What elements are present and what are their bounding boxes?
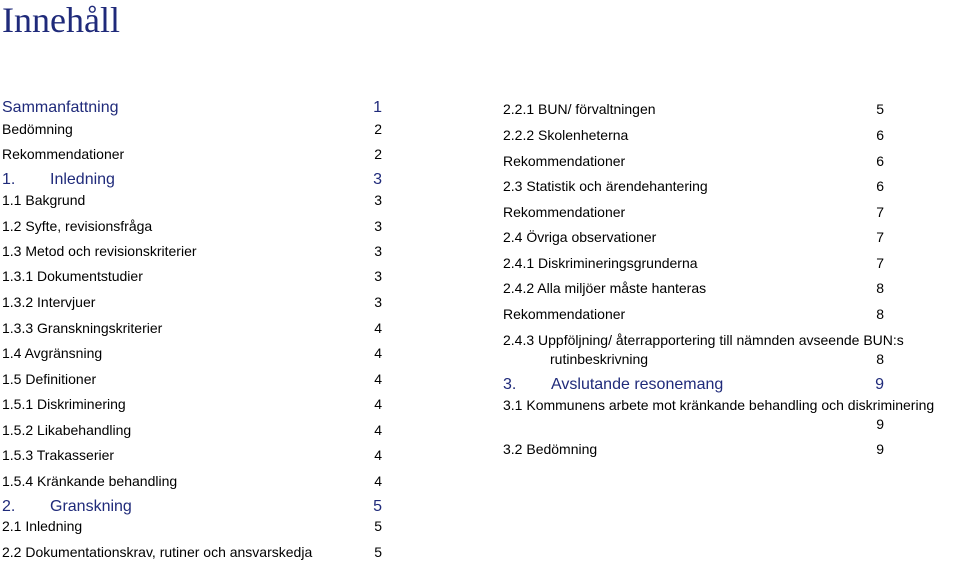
toc-page-number: 4 [374,447,382,463]
page-title: Innehåll [2,0,120,40]
toc-entry-2-2[interactable]: 2.2 Dokumentationskrav, rutiner och ansvarskedja [2,544,313,560]
toc-entry-1-3-3[interactable]: 1.3.3 Granskningskriterier [2,320,163,336]
toc-entry-2-2-2[interactable]: 2.2.2 Skolenheterna [503,127,629,143]
toc-page-number: 5 [373,498,382,515]
toc-page-number: 6 [876,178,884,194]
toc-entry-rekommendationer[interactable]: Rekommendationer [503,153,626,169]
toc-page-number: 9 [876,416,884,432]
toc-entry-2-3[interactable]: 2.3 Statistik och ärendehantering [503,178,708,194]
toc-page-number: 8 [876,351,884,367]
toc-entry-2-4-3[interactable]: 2.4.3 Uppföljning/ återrapportering till nämnden avseende BUN:s [503,332,904,348]
toc-page-number: 5 [374,544,382,560]
toc-entry-bedomning[interactable]: Bedömning [2,121,73,137]
toc-entry-1-5-1[interactable]: 1.5.1 Diskriminering [2,396,126,412]
toc-page-number: 9 [876,441,884,457]
toc-page-number: 4 [374,396,382,412]
toc-entry-2-4-1[interactable]: 2.4.1 Diskrimineringsgrunderna [503,255,698,271]
toc-page-number: 3 [373,171,382,188]
toc-page-number: 2 [374,146,382,162]
toc-entry-1-3[interactable]: 1.3 Metod och revisionskriterier [2,243,197,259]
toc-page-number: 8 [876,280,884,296]
toc-entry-2-2-1[interactable]: 2.2.1 BUN/ förvaltningen [503,101,656,117]
toc-page-number: 5 [876,101,884,117]
toc-entry-2-1[interactable]: 2.1 Inledning [2,518,83,534]
toc-page-number: 3 [374,218,382,234]
toc-entry-1-1[interactable]: 1.1 Bakgrund [2,192,86,208]
toc-entry-2-4-2[interactable]: 2.4.2 Alla miljöer måste hanteras [503,280,707,296]
toc-entry-sammanfattning[interactable]: Sammanfattning [2,99,119,116]
toc-page-number: 4 [374,345,382,361]
toc-entry-1-4[interactable]: 1.4 Avgränsning [2,345,103,361]
toc-page-number: 1 [373,99,382,116]
toc-page-number: 7 [876,229,884,245]
toc-page-number: 9 [875,376,884,393]
toc-page-number: 7 [876,255,884,271]
toc-entry-1-5-4[interactable]: 1.5.4 Kränkande behandling [2,473,178,489]
toc-entry-1-3-1[interactable]: 1.3.1 Dokumentstudier [2,268,143,284]
toc-page-number: 3 [374,192,382,208]
toc-page-number: 7 [876,204,884,220]
toc-page-number: 4 [374,371,382,387]
toc-page-number: 4 [374,473,382,489]
toc-entry-3-2[interactable]: 3.2 Bedömning [503,441,598,457]
toc-entry-1-3-2[interactable]: 1.3.2 Intervjuer [2,294,96,310]
toc-page-number: 3 [374,268,382,284]
toc-entry-inledning-heading[interactable]: 1. Inledning [2,171,115,188]
toc-entry-1-5[interactable]: 1.5 Definitioner [2,371,97,387]
toc-entry-3-1[interactable]: 3.1 Kommunens arbete mot kränkande behandling och diskriminering [503,397,935,413]
toc-page-number: 4 [374,320,382,336]
toc-entry-1-5-3[interactable]: 1.5.3 Trakasserier [2,447,115,463]
toc-page-number: 8 [876,306,884,322]
toc-entry-1-5-2[interactable]: 1.5.2 Likabehandling [2,422,132,438]
toc-page-number: 2 [374,121,382,137]
toc-page-number: 6 [876,127,884,143]
toc-entry-granskning-heading[interactable]: 2. Granskning [2,498,132,515]
toc-entry-rekommendationer[interactable]: Rekommendationer [503,306,626,322]
toc-page-number: 3 [374,243,382,259]
toc-page-number: 6 [876,153,884,169]
toc-entry-2-4[interactable]: 2.4 Övriga observationer [503,229,657,245]
toc-entry-1-2[interactable]: 1.2 Syfte, revisionsfråga [2,218,153,234]
toc-entry-rekommendationer[interactable]: Rekommendationer [2,146,125,162]
toc-entry-rekommendationer[interactable]: Rekommendationer [503,204,626,220]
toc-page-number: 5 [374,518,382,534]
toc-page-number: 4 [374,422,382,438]
toc-entry-2-4-3-continuation[interactable]: rutinbeskrivning [550,351,649,367]
toc-page-number: 3 [374,294,382,310]
toc-entry-avslutande-heading[interactable]: 3. Avslutande resonemang [503,376,724,393]
